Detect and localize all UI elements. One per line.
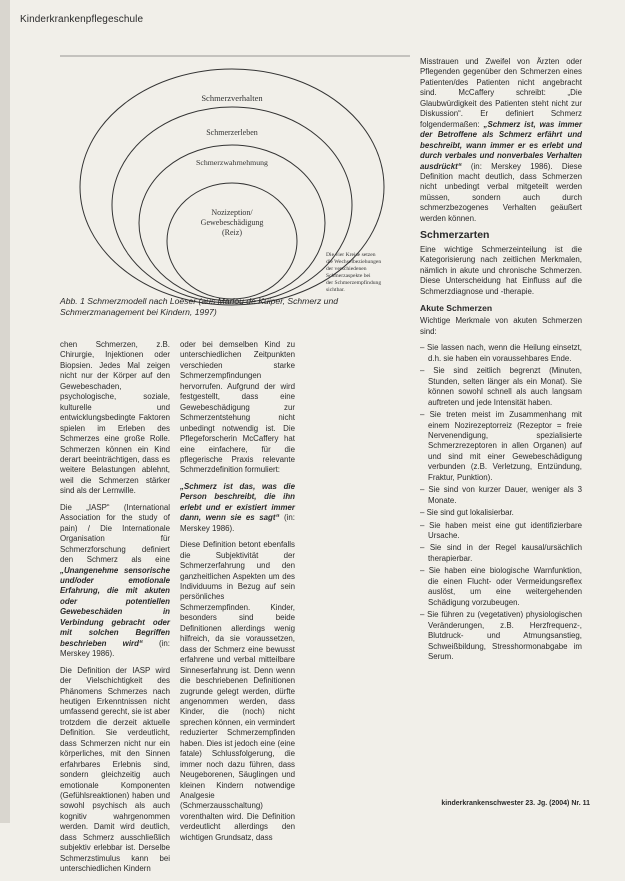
- iasp-definition: „Unangenehme sensorische und/oder emotionale Erfahrung, die mit akuten oder potentiellen Gewebeschäden in Verbindung gebracht oder mit solchen Begriffen beschrieben wird“: [60, 565, 170, 648]
- legend-line: der verschiedenen: [326, 266, 367, 272]
- paragraph: Die Definition der IASP wird der Vielschichtigkeit des Phänomens Schmerzes nach heutigen Erkenntnissen nicht umfassend gerecht, sie ist aber trotzdem die derzeit aktuelle Definition. Sie verdeutlicht, dass Schmerzen nicht nur ein körperliches, mit den Sinnen erfahrbares Erlebnis sind, sondern gleichzeitig auch emotionale Komponenten (Gefühlsreaktionen) haben und sowohl psychisch als auch kognitiv wahrgenommen werden. Damit wird deutlich, dass Schmerz ausschließlich subjektiv erlebbar ist. Derselbe Schmerzstimulus kann bei unterschiedlichen Kindern: [60, 665, 170, 874]
- legend-line: Die vier Kreise setzen: [326, 252, 376, 258]
- page-header: Kinderkrankenpflegeschule: [20, 14, 144, 25]
- legend-line: sichtbar.: [326, 287, 345, 293]
- ring-label-verhalten: Schmerzverhalten: [201, 93, 263, 103]
- core-label-3: (Reiz): [222, 228, 242, 237]
- paragraph: Diese Definition betont ebenfalls die Subjektivität der Schmerzerfahrung und den ganzheitlichen Aspekten um des Individuums in Bezug auf sein persönliches Schmerzempfinden. Kinder, besonders sind beide Definitionen allerdings wenig hilfreich, da sie voraussetzen, dass der Schmerz eine bewusst erfahrene und verbal mitteilbare Sinneserfahrung ist. Denn wenn die beschriebenen Definitionen zugrunde gelegt werden, dürfte angenommen werden, dass Kinder, die (noch) nicht sprechen können, ein vermindert reduzierter Schmerzempfinden haben. Dies ist jedoch eine (eine fatale) Schlussfolgerung, die immer noch dazu führen, dass Neugeborenen, Säuglingen und kleinen Kindern notwendige Analgesie (Schmerzausschaltung) vorenthalten wird. Die Definition verdeutlicht allerdings den wichtigen Grundsatz, dass: [180, 540, 295, 842]
- list-item: – Sie treten meist im Zusammenhang mit einem Nozirezeptorreiz (Rezeptor = freie Nervenendigung, spezialisierte Schmerzrezeptoren in allen Organen) auf und sind mit einer Gewebeschädigung verbunden (z.B. Verletzung, Entzündung, Fraktur, Punktion).: [420, 410, 582, 483]
- figure-legend: [326, 252, 381, 293]
- ring-label-erleben: Schmerzerleben: [206, 128, 258, 137]
- paragraph: „Schmerz ist das, was die Person beschreibt, die ihn erlebt und er existiert immer dann, wenn sie es sagt“ (in: Merskey 1986).: [180, 481, 295, 533]
- text-column-2: [180, 340, 295, 849]
- paragraph: chen Schmerzen, z.B. Chirurgie, Injektionen oder Biopsien. Jedes Mal zeigen nicht nur der Körper auf den Gewebeschaden, psychologische, soziale, kulturelle und entwicklungsbedingte Faktoren spielen im Erleben des Schmerzes eine große Rolle. Schmerzen können ein Kind derart beeinträchtigen, dass es weitere Belastungen ablehnt, weil die Schmerzen stärker sind als der Lernwille.: [60, 340, 170, 496]
- ring-label-wahrnehmung: Schmerzwahrnehmung: [196, 158, 268, 167]
- legend-line: der Schmerzempfindung: [326, 280, 382, 286]
- legend-line: Schmerzaspekte bei: [326, 273, 371, 279]
- core-label-1: Nozizeption/: [211, 208, 253, 217]
- scan-edge: [0, 0, 10, 823]
- list-item: – Sie lassen nach, wenn die Heilung einsetzt, d.h. sie haben ein voraussehbares Ende.: [420, 343, 582, 364]
- list-item: – Sie führen zu (vegetativen) physiologischen Veränderungen, z.B. Herzfrequenz-, Blutdruck- und Atmungsanstieg, Schweißbildung, Stresshormonabgabe im Serum.: [420, 610, 582, 662]
- list-item: – Sie sind zeitlich begrenzt (Minuten, Stunden, selten länger als ein Monat). Sie können sowohl schnell als auch langsam auftreten und jede Intensität haben.: [420, 366, 582, 408]
- paragraph: Misstrauen und Zweifel von Ärzten oder Pflegenden gegenüber den Schmerzen eines Patienten/des Patienten nicht angebracht sind. McCaffery schreibt: „Die Glaubwürdigkeit des Patienten steht nicht zur Diskussion“. Er definiert Schmerz folgendermaßen: „Schmerz ist, was immer der Betroffene als Schmerz erfährt und beschreibt, wann immer er es erlebt und durch verbales und nonverbales Verhalten ausdrückt“ (in: Merskey 1986). Diese Definition macht deutlich, dass Schmerzen nicht unbedingt verbal mitgeteilt werden müssen, sondern auch durch schmerzbezogenes Verhalten geäußert werden können.: [420, 57, 582, 223]
- text-column-3: [420, 57, 582, 664]
- list-item: – Sie haben eine biologische Warnfunktion, die einen Flucht- oder Vermeidungsreflex auslöst, um eine weitergehenden Schädigung vorzubeugen.: [420, 566, 582, 608]
- paragraph: Eine wichtige Schmerzeinteilung ist die Kategorisierung nach zeitlichen Merkmalen, nämlich in akute und chronische Schmerzen. Diese Unterscheidung hat Einfluss auf die Schmerzdiagnose und -therapie.: [420, 244, 582, 296]
- section-heading-schmerzarten: Schmerzarten: [420, 229, 490, 242]
- mccaffery-definition: „Schmerz ist, was immer der Betroffene als Schmerz erfährt und beschreibt, wann immer er es erlebt und durch verbales und nonverbales Verhalten ausdrückt“: [420, 119, 582, 171]
- mccaffery-quote: „Schmerz ist das, was die Person beschreibt, die ihn erlebt und er existiert immer dann, wenn sie es sagt“: [180, 481, 295, 523]
- schmerzmodell-figure: [60, 55, 410, 310]
- legend-line: die Wechselbeziehungen: [326, 259, 382, 265]
- subheading-akute-schmerzen: Akute Schmerzen: [420, 302, 493, 313]
- list-item: – Sie haben meist eine gut identifizierbare Ursache.: [420, 521, 582, 542]
- paragraph: oder bei demselben Kind zu unterschiedlichen Zeitpunkten verschieden starke Schmerzempfindungen hervorrufen. Aufgrund der wird festgestellt, dass eine Gewebeschädigung zur Schmerzentstehung nicht unbedingt notwendig ist. Die Pflegeforscherin McCaffery hat eine einfachere, für die pflegerische Praxis relevante Schmerzdefinition formuliert:: [180, 340, 295, 475]
- core-label-2: Gewebeschädigung: [200, 218, 264, 227]
- paragraph: Die „IASP“ (International Association for the study of pain) / Die Internationale Organisation für Schmerzforschung definiert den Schmerz als eine „Unangenehme sensorische und/oder emotionale Erfahrung, die mit akuten oder potentiellen Gewebeschäden in Verbindung gebracht oder mit solchen Begriffen beschrieben wird“ (in: Merskey 1986).: [60, 502, 170, 659]
- paragraph: Wichtige Merkmale von akuten Schmerzen sind:: [420, 316, 582, 336]
- list-item: – Sie sind in der Regel kausal/ursächlich therapierbar.: [420, 543, 582, 564]
- ring-core: [167, 183, 297, 299]
- text-column-1: [60, 340, 170, 881]
- list-item: – Sie sind gut lokalisierbar.: [420, 508, 582, 518]
- page-footer: kinderkrankenschwester 23. Jg. (2004) Nr. 11: [441, 800, 590, 807]
- list-item: – Sie sind von kurzer Dauer, weniger als 3 Monate.: [420, 485, 582, 506]
- akute-schmerzen-list: [420, 343, 582, 662]
- figure-caption: Abb. 1 Schmerzmodell nach Loeser (aus Marlou de Kuiper, Schmerz und Schmerzmanagement bei Kindern, 1997): [60, 296, 339, 317]
